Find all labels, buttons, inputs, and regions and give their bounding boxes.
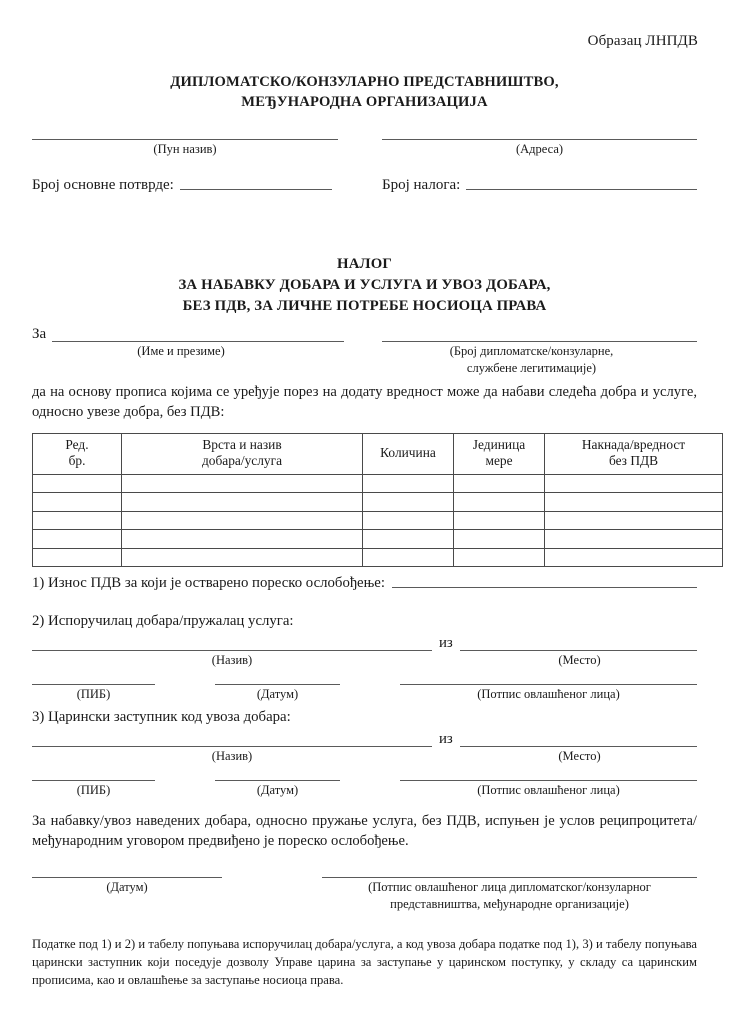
table-row[interactable] [33,530,723,549]
cell-description[interactable] [122,511,363,530]
customs-agent-pib-caption: (ПИБ) [76,783,111,798]
final-date-caption: (Датум) [106,880,148,894]
cell-unit[interactable] [454,474,545,493]
goods-table-header-row [33,434,723,475]
cell-description[interactable] [122,548,363,567]
section-1-label: 1) Износ ПДВ за који је остварено пореско ослобођење: [32,575,385,591]
column-header-description [122,434,363,475]
cell-quantity[interactable] [363,511,454,530]
customs-agent-date-caption: (Датум) [256,783,299,798]
column-header-value [545,434,723,475]
recipient-name-caption: (Име и презиме) [137,344,225,358]
document-title-line2: ЗА НАБАВКУ ДОБАРА И УСЛУГА И УВОЗ ДОБАРА, [178,277,551,293]
column-header-quantity-line1: Количина [380,445,436,461]
column-header-ordinal [33,434,122,475]
cell-ordinal[interactable] [33,474,122,493]
cell-quantity[interactable] [363,548,454,567]
order-number-label: Број налога: [382,177,461,193]
supplier-from-label: из [439,635,453,651]
cell-quantity[interactable] [363,474,454,493]
section-1-vat-amount-input[interactable] [392,587,697,588]
cell-unit[interactable] [454,548,545,567]
final-signature-spacer [222,877,322,913]
table-row[interactable] [33,474,723,493]
footnote: Податке под 1) и 2) и табелу попуњава испоручилац добара/услуга, а код увоза добара податке под 1), 3) и табелу попуњава царински заступник који поседује дозволу Управе царина за заступање у царинском поступку, у складу са царинским прописима, као и овлашћење за заступање носиоца права. [32,937,697,987]
final-signature-block [32,877,697,913]
goods-table [32,433,723,567]
table-row[interactable] [33,511,723,530]
table-row[interactable] [33,548,723,567]
table-row[interactable] [33,493,723,512]
column-header-ordinal-line1: Ред. [65,437,89,452]
customs-agent-place-caption: (Место) [558,748,601,763]
cell-value[interactable] [545,530,723,549]
cell-value[interactable] [545,493,723,512]
column-header-unit-line2: мере [485,453,513,469]
form-code-label: Образац ЛНПДВ [587,33,698,49]
column-header-value-line2: без ПДВ [608,453,659,469]
recipient-caption-spacer [330,342,374,377]
reciprocity-paragraph: За набавку/увоз наведених добара, односно пружање услуга, без ПДВ, испуњен је услов реципроцитета/међународним уговором предвиђено је пореско ослобођење. [32,813,697,849]
document-title [0,254,729,317]
column-header-description-line2: добара/услуга [201,453,283,469]
customs-agent-bottom-spacer-2 [340,780,400,798]
numbers-row [32,178,697,193]
cell-ordinal[interactable] [33,530,122,549]
intro-paragraph: да на основу прописа којима се уређује порез на додату вредност може да набави следећа добра и услуге, односно увезе добра, без ПДВ: [32,384,697,420]
final-signature-caption-line1: (Потпис овлашћеног лица дипломатског/конзуларног [368,880,651,894]
goods-table-body [33,474,723,567]
column-header-unit-line1: Јединица [472,437,526,452]
cell-ordinal[interactable] [33,548,122,567]
customs-agent-caption-spacer [432,747,462,764]
section-2-heading: 2) Испоручилац добара/пружалац услуга: [32,613,294,629]
document-title-line3: БЕЗ ПДВ, ЗА ЛИЧНЕ ПОТРЕБЕ НОСИОЦА ПРАВА [182,298,547,314]
supplier-caption-spacer [432,651,462,668]
section-1-vat-amount [32,576,697,591]
recipient-id-caption-line1: (Број дипломатске/конзуларне, [449,344,614,358]
cell-ordinal[interactable] [33,493,122,512]
organization-header-line2: МЕЂУНАРОДНА ОРГАНИЗАЦИЈА [241,94,488,111]
recipient-block [32,327,697,377]
cell-unit[interactable] [454,493,545,512]
customs-agent-name-caption: (Назив) [211,748,253,763]
cell-description[interactable] [122,493,363,512]
cell-value[interactable] [545,511,723,530]
customs-agent-signature-caption: (Потпис овлашћеног лица) [477,783,620,798]
cell-unit[interactable] [454,530,545,549]
supplier-name-caption: (Назив) [211,652,253,667]
supplier-bottom-spacer-2 [340,684,400,702]
cell-ordinal[interactable] [33,511,122,530]
final-signature-caption-line2: представништва, међународне организације) [390,897,629,912]
recipient-id-caption-line2: службене легитимације) [466,361,597,376]
identity-block [32,139,697,157]
cell-quantity[interactable] [363,530,454,549]
column-header-value-line1: Накнада/вредност [581,437,686,452]
identity-spacer [338,139,382,157]
column-header-ordinal-line2: бр. [68,453,86,469]
supplier-signature-caption: (Потпис овлашћеног лица) [477,687,620,702]
address-caption: (Адреса) [515,142,564,156]
column-header-description-line1: Врста и назив [202,437,282,452]
cell-unit[interactable] [454,511,545,530]
section-3-customs-agent-block [32,732,697,798]
section-3-heading: 3) Царински заступник код увоза добара: [32,709,291,725]
supplier-pib-caption: (ПИБ) [76,687,111,702]
cell-quantity[interactable] [363,493,454,512]
customs-agent-bottom-spacer-1 [155,780,215,798]
base-certificate-number-label: Број основне потврде: [32,177,174,193]
supplier-date-caption: (Датум) [256,687,299,702]
document-title-line1: НАЛОГ [337,256,392,272]
cell-description[interactable] [122,474,363,493]
cell-description[interactable] [122,530,363,549]
order-number-input[interactable] [466,189,697,190]
recipient-prefix-label: За [32,326,47,342]
organization-header-line1: ДИПЛОМАТСКО/КОНЗУЛАРНО ПРЕДСТАВНИШТВО, [170,74,559,90]
full-name-caption: (Пун назив) [153,142,217,156]
customs-agent-from-label: из [439,731,453,747]
supplier-place-caption: (Место) [558,652,601,667]
supplier-bottom-spacer-1 [155,684,215,702]
base-certificate-number-input[interactable] [180,189,332,190]
cell-value[interactable] [545,548,723,567]
column-header-unit [454,434,545,475]
section-2-supplier-block [32,636,697,702]
cell-value[interactable] [545,474,723,493]
organization-header [0,72,729,112]
column-header-quantity [363,434,454,475]
